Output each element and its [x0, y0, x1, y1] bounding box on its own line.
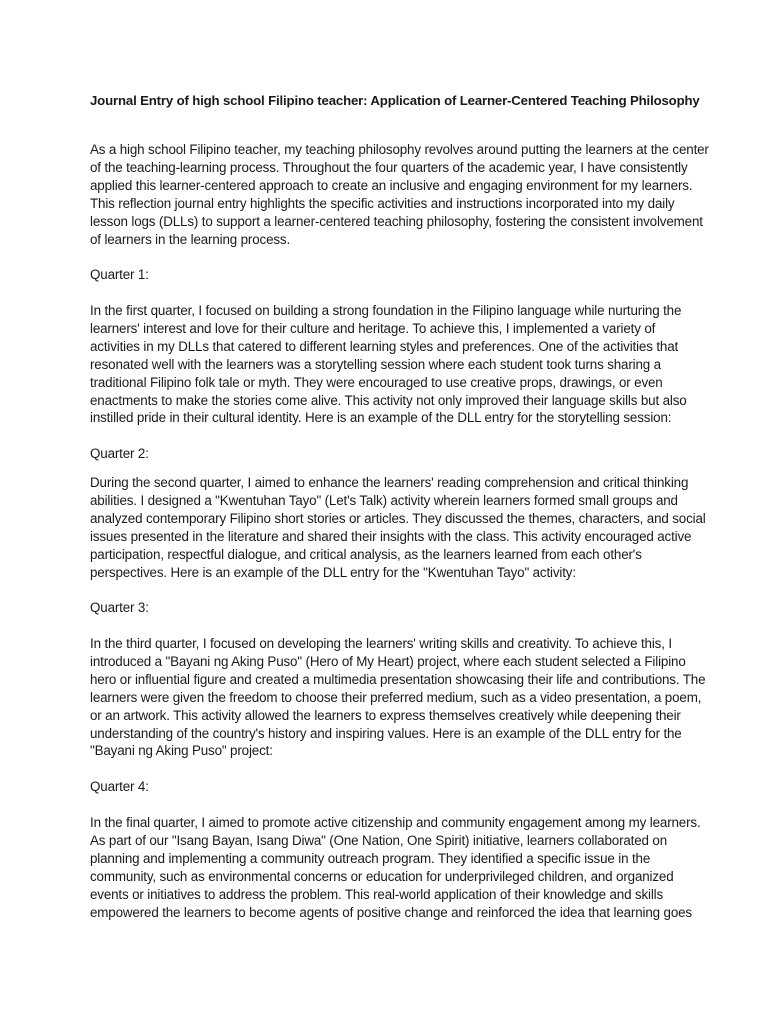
quarter-1-heading: Quarter 1: [90, 267, 149, 282]
paragraph-line: In the third quarter, I focused on developing the learners' writing skills and creativity. To achieve this, I [90, 636, 672, 651]
paragraph-line: learners were given the freedom to choose their preferred medium, such as a video presentation, a poem, [90, 689, 702, 705]
paragraph-line: learners' interest and love for their culture and heritage. To achieve this, I implemented a variety of [90, 320, 656, 336]
paragraph-line: This reflection journal entry highlights the specific activities and instructions incorporated into my daily [90, 195, 675, 211]
paragraph-line: In the final quarter, I aimed to promote active citizenship and community engagement among my learners. [90, 815, 701, 830]
paragraph-line: instilled pride in their cultural identity. Here is an example of the DLL entry for the storytelling session: [90, 410, 672, 426]
paragraph-line: understanding of the country's history and inspiring values. Here is an example of the DLL entry for the [90, 725, 682, 741]
paragraph-line: community, such as environmental concerns or education for underprivileged children, and organized [90, 868, 674, 884]
paragraph-line: or an artwork. This activity allowed the learners to express themselves creatively while deepening their [90, 707, 681, 723]
paragraph-line: abilities. I designed a "Kwentuhan Tayo" (Let's Talk) activity wherein learners formed small groups and [90, 492, 678, 508]
paragraph-line: of the teaching-learning process. Throughout the four quarters of the academic year, I have consistently [90, 159, 688, 175]
quarter-2-paragraph [90, 474, 706, 581]
paragraph-line: traditional Filipino folk tale or myth. They were encouraged to use creative props, drawings, or even [90, 374, 663, 390]
paragraph-line: During the second quarter, I aimed to enhance the learners' reading comprehension and critical thinking [90, 475, 689, 490]
document-title: Journal Entry of high school Filipino teacher: Application of Learner-Centered Teaching Philosophy [90, 93, 700, 108]
paragraph-line: analyzed contemporary Filipino short stories or articles. They discussed the themes, characters, and social [90, 510, 706, 526]
quarter-3-heading: Quarter 3: [90, 600, 149, 615]
quarter-4-paragraph [90, 814, 701, 921]
quarter-3-paragraph [90, 635, 706, 760]
paragraph-line: issues presented in the literature and shared their insights with the class. This activity encouraged active [90, 528, 692, 544]
paragraph-line: of learners in the learning process. [90, 231, 291, 247]
paragraph-line: As part of our "Isang Bayan, Isang Diwa" (One Nation, One Spirit) initiative, learners collaborated on [90, 832, 668, 848]
intro-paragraph [90, 141, 709, 248]
paragraph-line: perspectives. Here is an example of the DLL entry for the "Kwentuhan Tayo" activity: [90, 564, 576, 580]
paragraph-line: applied this learner-centered approach to create an inclusive and engaging environment for my learners. [90, 177, 693, 193]
paragraph-line: participation, respectful dialogue, and critical analysis, as the learners learned from each other's [90, 546, 642, 562]
quarter-1-paragraph [90, 302, 687, 427]
paragraph-line: resonated well with the learners was a storytelling session where each student took turns sharing a [90, 356, 661, 372]
paragraph-line: empowered the learners to become agents of positive change and reinforced the idea that learning goes [90, 904, 692, 920]
quarter-4-heading: Quarter 4: [90, 779, 149, 794]
paragraph-line: events or initiatives to address the problem. This real-world application of their knowledge and skills [90, 886, 664, 902]
paragraph-line: introduced a "Bayani ng Aking Puso" (Hero of My Heart) project, where each student selected a Filipino [90, 653, 686, 669]
paragraph-line: enactments to make the stories come alive. This activity not only improved their language skills but also [90, 392, 687, 408]
paragraph-line: As a high school Filipino teacher, my teaching philosophy revolves around putting the learners at the center [90, 142, 709, 157]
paragraph-line: activities in my DLLs that catered to different learning styles and preferences. One of the activities that [90, 338, 679, 354]
quarter-2-heading: Quarter 2: [90, 446, 149, 461]
paragraph-line: "Bayani ng Aking Puso" project: [90, 743, 273, 759]
paragraph-line: hero or influential figure and created a multimedia presentation showcasing their life and contributions. The [90, 671, 706, 687]
paragraph-line: planning and implementing a community outreach program. They identified a specific issue in the [90, 850, 651, 866]
paragraph-line: lesson logs (DLLs) to support a learner-centered teaching philosophy, fostering the consistent involvement [90, 213, 703, 229]
paragraph-line: In the first quarter, I focused on building a strong foundation in the Filipino language while nurturing the [90, 303, 682, 318]
